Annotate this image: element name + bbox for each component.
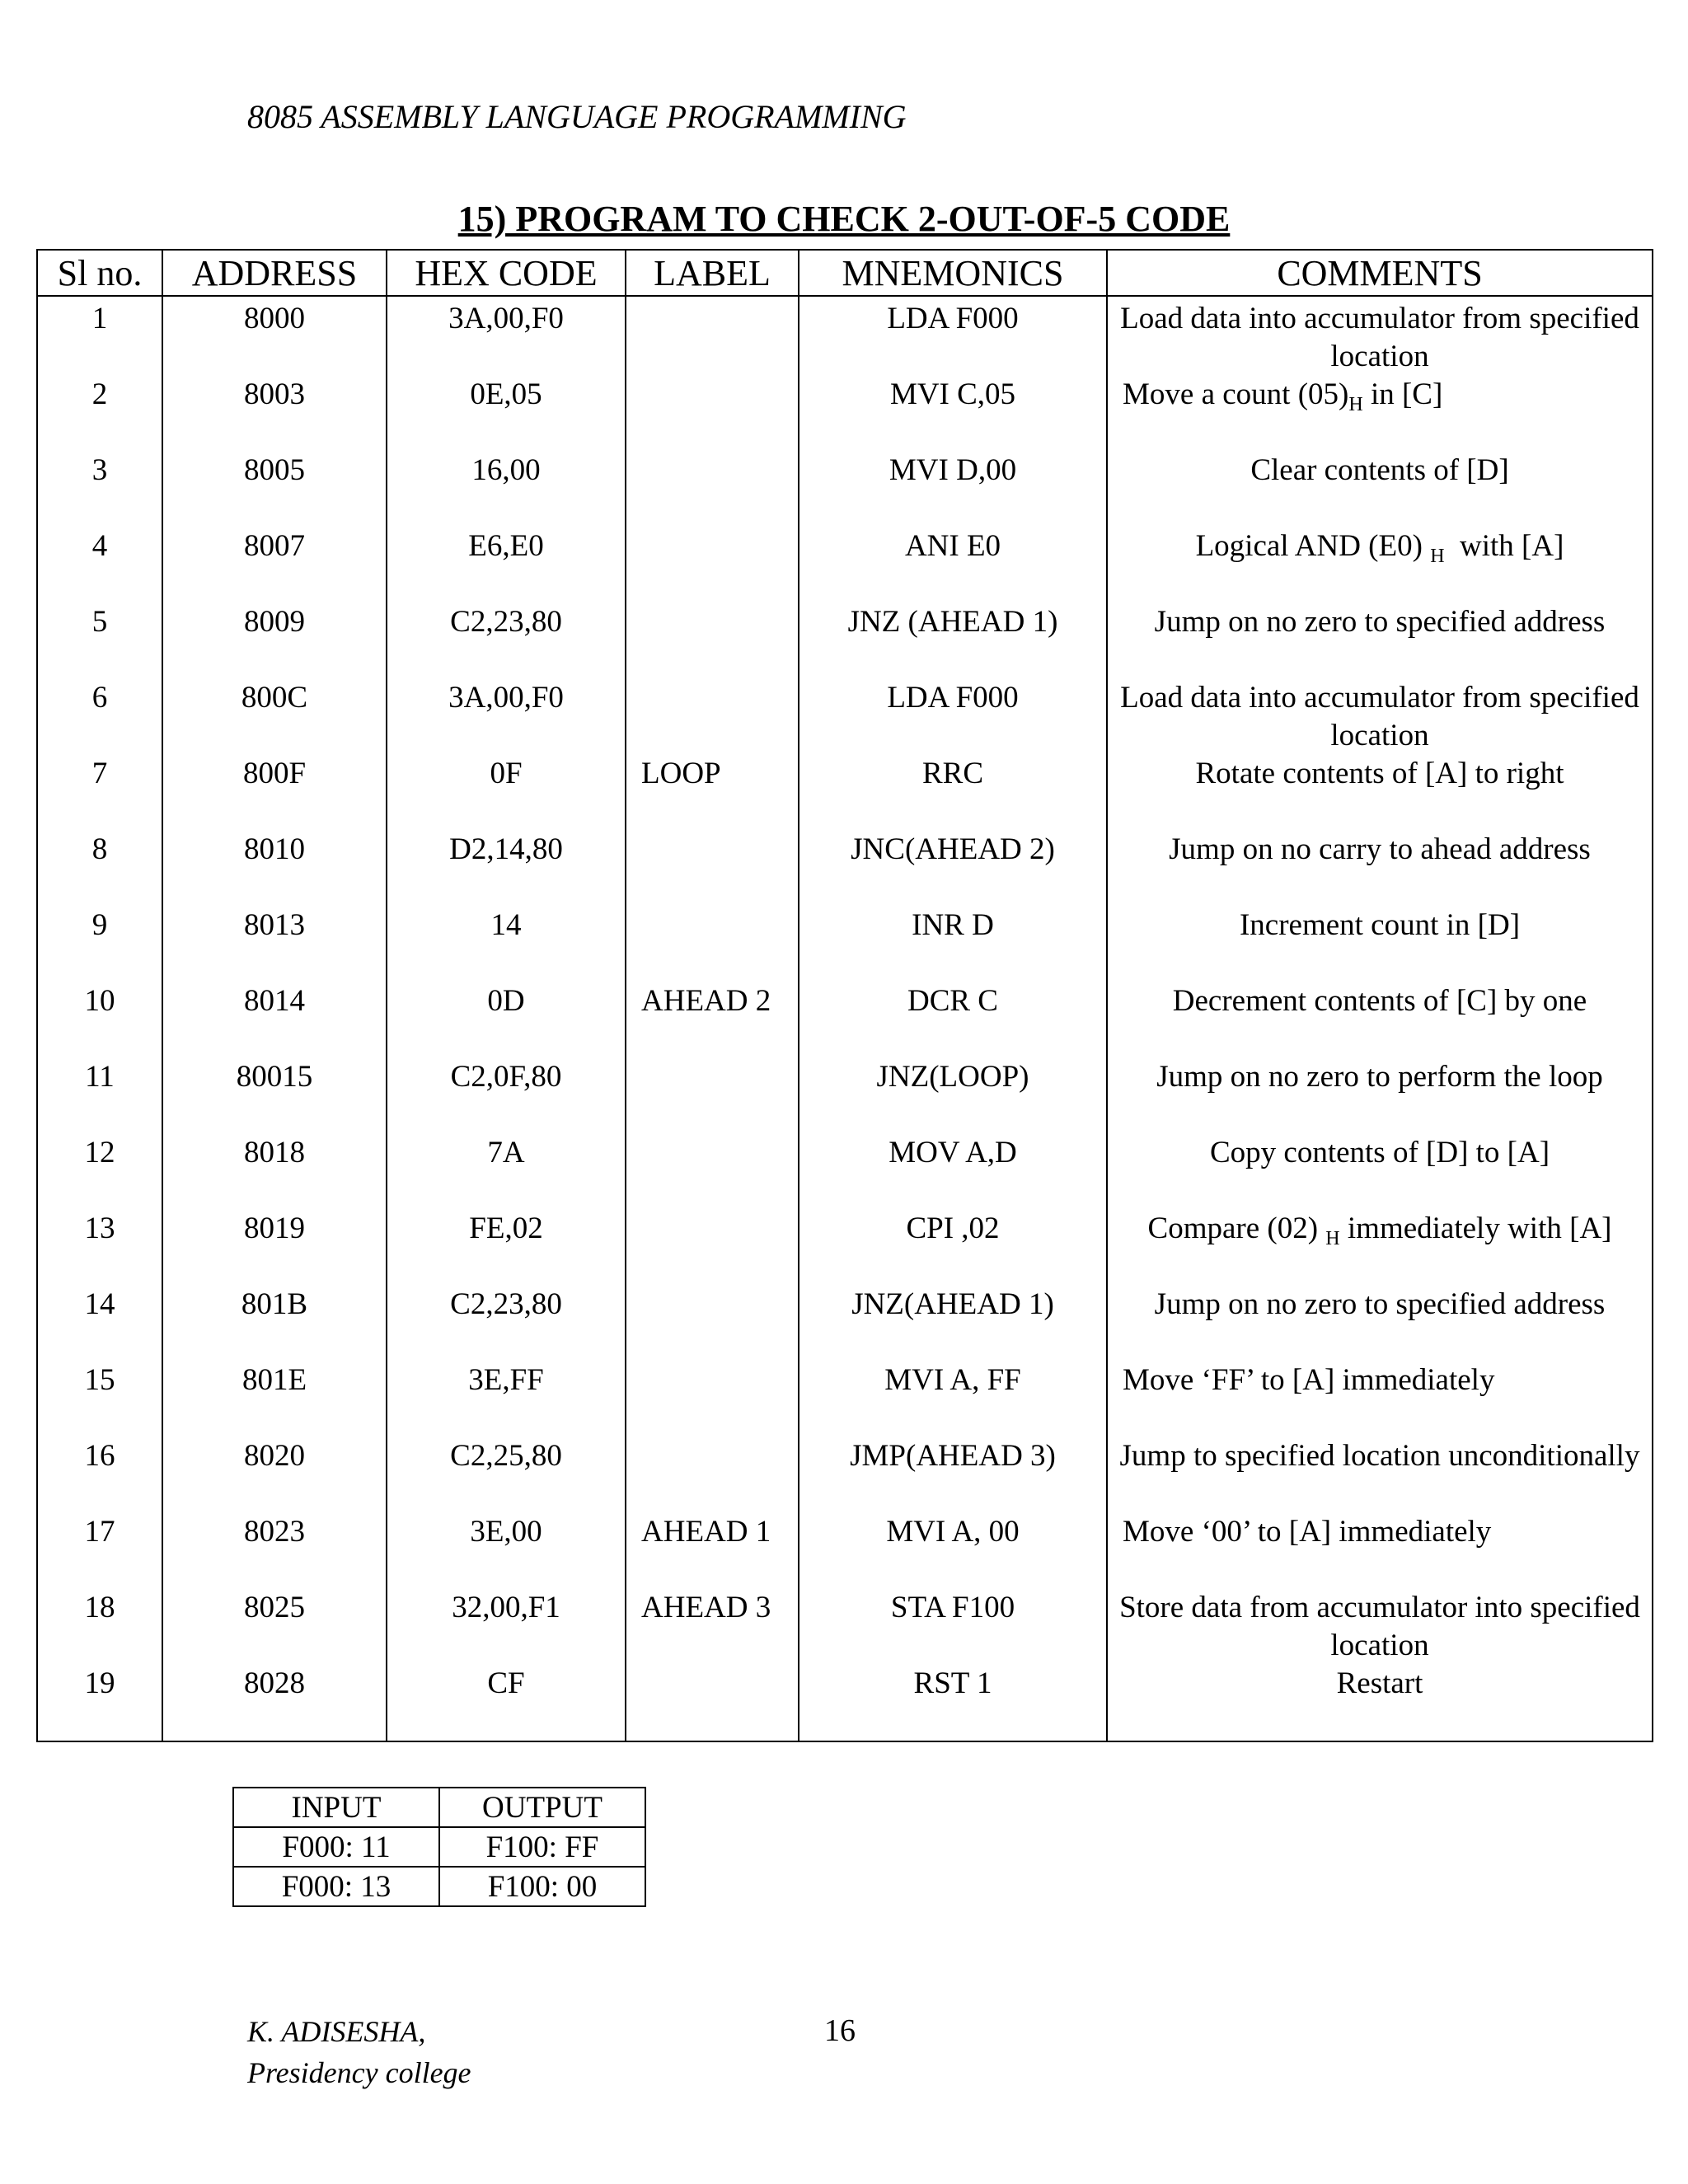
comment-text-suffix: immediately with [A] (1339, 1212, 1612, 1245)
table-row (37, 907, 1653, 982)
cell-address: 8003 (162, 376, 387, 452)
cell-comment: Jump to specified location unconditionally (1107, 1437, 1653, 1513)
column-header-address: ADDRESS (162, 250, 387, 296)
author-college: Presidency college (247, 2056, 471, 2089)
comment-text-suffix: with [A] (1444, 529, 1564, 563)
cell-label (626, 1058, 799, 1134)
comment-text: Logical AND (E0) (1195, 529, 1431, 563)
cell-address: 8019 (162, 1210, 387, 1286)
cell-address: 8018 (162, 1134, 387, 1210)
cell-hex-code: 32,00,F1 (387, 1589, 626, 1665)
cell-comment (1107, 376, 1653, 452)
comment-text: Compare (02) (1147, 1212, 1326, 1245)
comment-text: Move a count (05) (1123, 377, 1349, 411)
table-row (37, 1437, 1653, 1513)
cell-label (626, 831, 799, 907)
cell-mnemonic: STA F100 (799, 1589, 1107, 1665)
cell-sl-no: 4 (37, 527, 162, 603)
io-input: F000: 11 (233, 1827, 439, 1867)
cell-hex-code: 0D (387, 982, 626, 1058)
cell-label (626, 1134, 799, 1210)
cell-label (626, 1286, 799, 1361)
cell-comment: Jump on no zero to perform the loop (1107, 1058, 1653, 1134)
cell-address: 8020 (162, 1437, 387, 1513)
cell-address: 800C (162, 679, 387, 755)
cell-hex-code: 7A (387, 1134, 626, 1210)
cell-mnemonic: ANI E0 (799, 527, 1107, 603)
page-number: 16 (824, 2013, 856, 2048)
cell-mnemonic: MVI A, FF (799, 1361, 1107, 1437)
cell-comment: Increment count in [D] (1107, 907, 1653, 982)
cell-address: 8007 (162, 527, 387, 603)
cell-address: 8000 (162, 296, 387, 376)
cell-mnemonic: MOV A,D (799, 1134, 1107, 1210)
cell-mnemonic: RST 1 (799, 1665, 1107, 1741)
cell-hex-code: C2,0F,80 (387, 1058, 626, 1134)
cell-comment: Decrement contents of [C] by one (1107, 982, 1653, 1058)
cell-mnemonic: MVI A, 00 (799, 1513, 1107, 1589)
io-row (233, 1827, 645, 1867)
cell-comment: Jump on no zero to specified address (1107, 603, 1653, 679)
cell-sl-no: 2 (37, 376, 162, 452)
program-table-body (37, 296, 1653, 1741)
cell-address: 8014 (162, 982, 387, 1058)
cell-mnemonic: JNZ (AHEAD 1) (799, 603, 1107, 679)
cell-address: 8010 (162, 831, 387, 907)
cell-hex-code: 3A,00,F0 (387, 679, 626, 755)
page-header: 8085 ASSEMBLY LANGUAGE PROGRAMMING (247, 98, 907, 135)
author-name: K. ADISESHA, (247, 2015, 426, 2048)
cell-label (626, 1665, 799, 1741)
cell-comment: Move ‘00’ to [A] immediately (1107, 1513, 1653, 1589)
io-table (232, 1787, 646, 1907)
cell-sl-no: 8 (37, 831, 162, 907)
table-row (37, 1134, 1653, 1210)
cell-mnemonic: MVI C,05 (799, 376, 1107, 452)
cell-sl-no: 5 (37, 603, 162, 679)
cell-sl-no: 9 (37, 907, 162, 982)
cell-sl-no: 15 (37, 1361, 162, 1437)
cell-label (626, 679, 799, 755)
cell-label: AHEAD 1 (626, 1513, 799, 1589)
cell-sl-no: 18 (37, 1589, 162, 1665)
io-header-input: INPUT (233, 1788, 439, 1827)
cell-address: 8025 (162, 1589, 387, 1665)
table-row (37, 1361, 1653, 1437)
cell-label: AHEAD 2 (626, 982, 799, 1058)
cell-address: 8009 (162, 603, 387, 679)
table-row (37, 452, 1653, 527)
table-row (37, 1589, 1653, 1665)
cell-sl-no: 19 (37, 1665, 162, 1741)
cell-address: 8005 (162, 452, 387, 527)
table-row (37, 296, 1653, 376)
io-output: F100: 00 (439, 1867, 645, 1906)
cell-address: 800F (162, 755, 387, 831)
column-header-hex-code: HEX CODE (387, 250, 626, 296)
cell-hex-code: 3E,FF (387, 1361, 626, 1437)
cell-comment: Store data from accumulator into specified location (1107, 1589, 1653, 1665)
cell-mnemonic: JNZ(LOOP) (799, 1058, 1107, 1134)
cell-comment (1107, 1210, 1653, 1286)
cell-sl-no: 14 (37, 1286, 162, 1361)
cell-comment: Jump on no carry to ahead address (1107, 831, 1653, 907)
cell-mnemonic: JNC(AHEAD 2) (799, 831, 1107, 907)
cell-comment: Restart (1107, 1665, 1653, 1741)
table-row (37, 1058, 1653, 1134)
hex-subscript: H (1325, 1228, 1340, 1249)
table-row (37, 1665, 1653, 1741)
table-row (37, 755, 1653, 831)
cell-hex-code: C2,23,80 (387, 603, 626, 679)
cell-address: 8013 (162, 907, 387, 982)
cell-comment (1107, 527, 1653, 603)
cell-hex-code: E6,E0 (387, 527, 626, 603)
table-row (37, 1286, 1653, 1361)
table-row (37, 527, 1653, 603)
cell-label: AHEAD 3 (626, 1589, 799, 1665)
cell-hex-code: FE,02 (387, 1210, 626, 1286)
cell-sl-no: 11 (37, 1058, 162, 1134)
cell-hex-code: D2,14,80 (387, 831, 626, 907)
cell-sl-no: 17 (37, 1513, 162, 1589)
io-row (233, 1867, 645, 1906)
program-table (36, 249, 1653, 1742)
cell-hex-code: C2,23,80 (387, 1286, 626, 1361)
table-row (37, 603, 1653, 679)
cell-mnemonic: INR D (799, 907, 1107, 982)
column-header-mnemonics: MNEMONICS (799, 250, 1107, 296)
cell-hex-code: CF (387, 1665, 626, 1741)
cell-comment: Jump on no zero to specified address (1107, 1286, 1653, 1361)
cell-sl-no: 16 (37, 1437, 162, 1513)
cell-mnemonic: RRC (799, 755, 1107, 831)
cell-address: 8028 (162, 1665, 387, 1741)
table-row (37, 679, 1653, 755)
cell-mnemonic: DCR C (799, 982, 1107, 1058)
cell-sl-no: 13 (37, 1210, 162, 1286)
cell-label: LOOP (626, 755, 799, 831)
column-header-comments: COMMENTS (1107, 250, 1653, 296)
hex-subscript: H (1348, 394, 1363, 415)
cell-hex-code: 0E,05 (387, 376, 626, 452)
table-row (37, 376, 1653, 452)
cell-comment: Load data into accumulator from specified location (1107, 679, 1653, 755)
cell-comment: Move ‘FF’ to [A] immediately (1107, 1361, 1653, 1437)
cell-label (626, 1210, 799, 1286)
cell-label (626, 527, 799, 603)
cell-sl-no: 7 (37, 755, 162, 831)
cell-address: 80015 (162, 1058, 387, 1134)
cell-hex-code: 3A,00,F0 (387, 296, 626, 376)
io-header-output: OUTPUT (439, 1788, 645, 1827)
page-title: 15) PROGRAM TO CHECK 2-OUT-OF-5 CODE (457, 199, 1231, 239)
cell-sl-no: 10 (37, 982, 162, 1058)
cell-hex-code: 16,00 (387, 452, 626, 527)
footer-author (247, 2011, 471, 2093)
cell-hex-code: 14 (387, 907, 626, 982)
table-row (37, 1513, 1653, 1589)
table-header-row (37, 250, 1653, 296)
cell-mnemonic: LDA F000 (799, 679, 1107, 755)
io-header-row (233, 1788, 645, 1827)
cell-comment: Clear contents of [D] (1107, 452, 1653, 527)
cell-sl-no: 6 (37, 679, 162, 755)
cell-mnemonic: JNZ(AHEAD 1) (799, 1286, 1107, 1361)
cell-label (626, 1361, 799, 1437)
io-input: F000: 13 (233, 1867, 439, 1906)
table-row (37, 1210, 1653, 1286)
cell-sl-no: 12 (37, 1134, 162, 1210)
cell-sl-no: 3 (37, 452, 162, 527)
cell-label (626, 907, 799, 982)
column-header-label: LABEL (626, 250, 799, 296)
cell-sl-no: 1 (37, 296, 162, 376)
cell-hex-code: 0F (387, 755, 626, 831)
cell-mnemonic: MVI D,00 (799, 452, 1107, 527)
io-output: F100: FF (439, 1827, 645, 1867)
column-header-sl-no: Sl no. (37, 250, 162, 296)
cell-label (626, 296, 799, 376)
cell-address: 801E (162, 1361, 387, 1437)
cell-label (626, 603, 799, 679)
table-row (37, 831, 1653, 907)
comment-text-suffix: in [C] (1362, 377, 1443, 411)
cell-comment: Load data into accumulator from specified location (1107, 296, 1653, 376)
cell-address: 801B (162, 1286, 387, 1361)
cell-mnemonic: LDA F000 (799, 296, 1107, 376)
cell-mnemonic: JMP(AHEAD 3) (799, 1437, 1107, 1513)
cell-mnemonic: CPI ,02 (799, 1210, 1107, 1286)
hex-subscript: H (1430, 546, 1445, 567)
cell-comment: Rotate contents of [A] to right (1107, 755, 1653, 831)
table-row (37, 982, 1653, 1058)
cell-comment: Copy contents of [D] to [A] (1107, 1134, 1653, 1210)
cell-hex-code: 3E,00 (387, 1513, 626, 1589)
cell-label (626, 452, 799, 527)
cell-hex-code: C2,25,80 (387, 1437, 626, 1513)
cell-label (626, 1437, 799, 1513)
cell-address: 8023 (162, 1513, 387, 1589)
cell-label (626, 376, 799, 452)
